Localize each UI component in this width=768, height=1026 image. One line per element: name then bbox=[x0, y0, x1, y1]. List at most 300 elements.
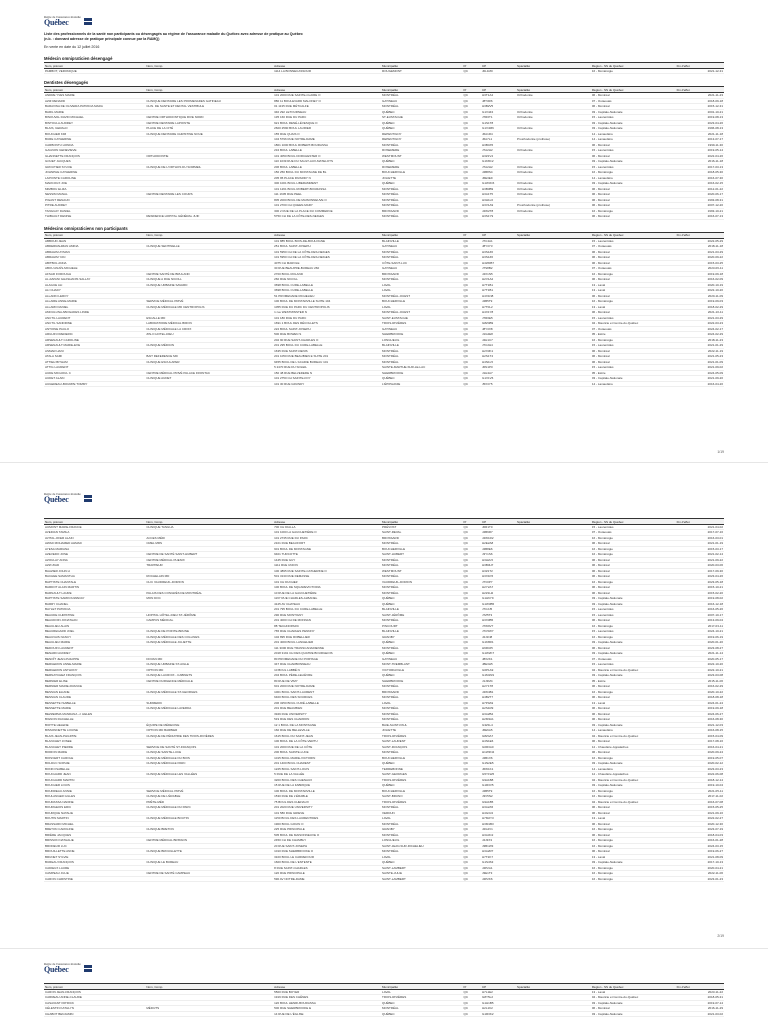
cell-province: QC bbox=[462, 343, 481, 349]
cell-region: 03 - Capitale-Nationale bbox=[591, 120, 676, 126]
cell-region: 14 - Lanaudière bbox=[591, 728, 676, 734]
cell-name: BRASSARD MICHEL bbox=[44, 821, 145, 827]
cell-name: CAMPEAU JULIE bbox=[44, 871, 145, 877]
column-header-address: Adresse bbox=[273, 519, 381, 525]
cell-company: CLINIQUE BRETON bbox=[145, 827, 273, 833]
cell-end-date: 2020-12-30 bbox=[676, 821, 724, 827]
cell-address: 1919 RUE DES CHÊNES bbox=[273, 995, 381, 1001]
cell-postal-code: J4B5T9 bbox=[481, 788, 516, 794]
cell-postal-code: J3Y1S6 bbox=[481, 552, 516, 558]
cell-region: 06 - Montréal bbox=[591, 354, 676, 360]
cell-postal-code: H2M3A1 bbox=[481, 717, 516, 723]
cell-company: CENTRE DENTAIRE LAPOINTE bbox=[145, 120, 273, 126]
cell-name: NESSIM MANAL bbox=[44, 192, 145, 198]
cell-name: AMOULUNA ABOGADES LINDE bbox=[44, 310, 145, 316]
cell-name: BENOÎT JEAN-PHILIPPE bbox=[44, 656, 145, 662]
cell-address: 3698 BOUL CURE-LABELLE bbox=[273, 288, 381, 294]
cell-province: QC bbox=[462, 678, 481, 684]
cell-name: AYESA MARIANA bbox=[44, 546, 145, 552]
cell-address: 101 5950 CH DE LA CÔTE-DES-NEIGES bbox=[273, 249, 381, 255]
table-row bbox=[44, 1011, 724, 1017]
cell-address: 205 95 PLACE RIVARDY N bbox=[273, 175, 381, 181]
cell-address: 1111 RUE UNION bbox=[273, 563, 381, 569]
cell-end-date: 2016-11-18 bbox=[676, 159, 724, 165]
cell-region: 03 - Capitale-Nationale bbox=[591, 181, 676, 187]
cell-region: 03 - Capitale-Nationale bbox=[591, 860, 676, 866]
provider-table bbox=[44, 232, 724, 387]
cell-region: 15 - Laurentides bbox=[591, 315, 676, 321]
cell-address: 100 BOUL DE MONTARVILLE bbox=[273, 788, 381, 794]
cell-end-date: 2021-02-14 bbox=[676, 552, 724, 558]
table-row bbox=[44, 667, 724, 673]
cell-name: GOUET JACQUES bbox=[44, 159, 145, 165]
cell-region: 13 - Laval bbox=[591, 816, 676, 822]
cell-name: BRODEUR LUC bbox=[44, 843, 145, 849]
cell-company: CLINIQUE TANGUA bbox=[145, 524, 273, 530]
cell-address: 234 BOUL LABELLE bbox=[273, 148, 381, 154]
cell-name: BAYLET PATRICIA bbox=[44, 607, 145, 613]
cell-specialty: Orthodontie bbox=[516, 109, 591, 115]
cell-municipality: MONTRÉAL-OUEST bbox=[381, 310, 462, 316]
column-header-municipality: Municipalité bbox=[381, 519, 462, 525]
column-header-province: Pr bbox=[462, 87, 481, 93]
cell-name: BARNAULT LAURE bbox=[44, 590, 145, 596]
cell-postal-code: J7R0T1 bbox=[481, 115, 516, 121]
table-row bbox=[44, 126, 724, 132]
cell-region: 16 - Montérégie bbox=[591, 546, 676, 552]
cell-address: 101 4050 BOUL DORCHESTER O bbox=[273, 153, 381, 159]
cell-name: BOLDUC SOPHIE bbox=[44, 761, 145, 767]
cell-region: 06 - Montréal bbox=[591, 260, 676, 266]
cell-company: CENTRE MÉDICAL PHENIX bbox=[145, 557, 273, 563]
cell-municipality: BLAINVILLE bbox=[381, 343, 462, 349]
cell-province: QC bbox=[462, 695, 481, 701]
cell-province: QC bbox=[462, 159, 481, 165]
cell-municipality: MONTRÉAL bbox=[381, 1006, 462, 1012]
cell-end-date: 2017-09-30 bbox=[676, 568, 724, 574]
cell-address: 201 2020 RUE UNIVERSITY bbox=[273, 805, 381, 811]
cell-region: 04 - Mauricie et Centre-du-Québec bbox=[591, 995, 676, 1001]
cell-company: ORTHODONTIE bbox=[145, 153, 273, 159]
cell-province: QC bbox=[462, 706, 481, 712]
cell-region: 05 - Estrie bbox=[591, 370, 676, 376]
cell-company: CLINIQUE ESCULAPER bbox=[145, 359, 273, 365]
cell-municipality: MONTRÉAL bbox=[381, 695, 462, 701]
cell-address: 1167 RUE CHARLES-ALBANEL bbox=[273, 596, 381, 602]
cell-postal-code: G8Z4B9 bbox=[481, 321, 516, 327]
cell-province: QC bbox=[462, 601, 481, 607]
cell-postal-code: J4J3X3 bbox=[481, 838, 516, 844]
cell-municipality: MONTRÉAL bbox=[381, 249, 462, 255]
cell-province: QC bbox=[462, 579, 481, 585]
fleurdelise-icon bbox=[84, 18, 93, 25]
cell-region: 12 - Chaudière-Appalaches bbox=[591, 772, 676, 778]
cell-company bbox=[145, 68, 273, 74]
cell-name: BIOTTE HELENE bbox=[44, 722, 145, 728]
cell-end-date: 2021-12-31 bbox=[676, 68, 724, 74]
cell-municipality: SAINT-JEAN-SUR-RICHELIEU bbox=[381, 843, 462, 849]
cell-region: 15 - Laurentides bbox=[591, 524, 676, 530]
cell-region: 03 - Capitale-Nationale bbox=[591, 1000, 676, 1006]
column-header-name: Nom, prénom bbox=[44, 519, 145, 525]
cell-company: PALAIS DES CONGRÈS DE MONTRÉAL bbox=[145, 590, 273, 596]
cell-company: ROCHELAIN MD bbox=[145, 574, 273, 580]
cell-address: 1010 RUE SHERBROOKE O bbox=[273, 849, 381, 855]
cell-name: ABRAHIM AYMAN bbox=[44, 249, 145, 255]
cell-postal-code: H3Z1V4 bbox=[481, 153, 516, 159]
cell-name: BEAUDE CHRISTINE bbox=[44, 612, 145, 618]
cell-name: AVITAL-OFER ALAIN bbox=[44, 535, 145, 541]
cell-municipality: BAIE-SAINT-PAUL bbox=[381, 722, 462, 728]
cell-end-date: 2015-03-25 bbox=[676, 260, 724, 266]
cell-postal-code: J4W4B1 bbox=[481, 689, 516, 695]
cell-address: 101 2700 CH QUEEN-MARY bbox=[273, 203, 381, 209]
cell-municipality: MONTRÉAL bbox=[381, 684, 462, 690]
cell-company: TRAPPEUR bbox=[145, 563, 273, 569]
cell-region: 16 - Montérégie bbox=[591, 579, 676, 585]
cell-municipality: QUÉBEC bbox=[381, 761, 462, 767]
cell-municipality: TROIS-RIVIÈRES bbox=[381, 995, 462, 1001]
cell-postal-code: H4W0B7 bbox=[481, 260, 516, 266]
cell-municipality: QUÉBEC bbox=[381, 860, 462, 866]
column-header-municipality: Municipalité bbox=[381, 984, 462, 990]
cell-postal-code: H3M1B3 bbox=[481, 821, 516, 827]
cell-company bbox=[145, 381, 273, 387]
cell-address: 300 2 RUE DE LA PLACE DU COMMERCE bbox=[273, 208, 381, 214]
column-header-address: Adresse bbox=[273, 63, 381, 69]
cell-company: CENTRE DE SANTÉ CAMPEAU bbox=[145, 871, 273, 877]
cell-address: 101 2000 RUE SAINTE-CLAIRE O bbox=[273, 93, 381, 99]
cell-municipality: WESTMOUNT bbox=[381, 568, 462, 574]
cell-region: 13 - Laval bbox=[591, 989, 676, 995]
cell-municipality: MONTRÉAL bbox=[381, 348, 462, 354]
cell-municipality: SAINTE-MARTHE-SUR-LE-LAC bbox=[381, 365, 462, 371]
cell-province: QC bbox=[462, 552, 481, 558]
page-1-sections bbox=[44, 56, 724, 387]
cell-address: 1900 BOUL GOUIN O bbox=[273, 821, 381, 827]
column-header-end-date: Fin d'effet bbox=[676, 519, 724, 525]
cell-specialty bbox=[516, 68, 591, 74]
cell-region: 03 - Capitale-Nationale bbox=[591, 109, 676, 115]
cell-address: 4075 CH MAROLE bbox=[273, 260, 381, 266]
cell-name: ARGUIN FREDERIC bbox=[44, 332, 145, 338]
cell-end-date: 2018-11-23 bbox=[676, 337, 724, 343]
cell-province: QC bbox=[462, 871, 481, 877]
cell-province: QC bbox=[462, 175, 481, 181]
cell-postal-code: H3A2R7 bbox=[481, 849, 516, 855]
cell-region: 06 - Montréal bbox=[591, 711, 676, 717]
cell-province: QC bbox=[462, 656, 481, 662]
cell-address: 01 1135 RUE MÉTCALFE bbox=[273, 104, 381, 110]
cell-end-date: 2016-07-13 bbox=[676, 214, 724, 220]
cell-specialty: Orthodontie bbox=[516, 186, 591, 192]
cell-province: QC bbox=[462, 849, 481, 855]
cell-address: 880 11 BOULEVARD MALONEY O bbox=[273, 98, 381, 104]
cell-municipality: TROIS-RIVIÈRES bbox=[381, 321, 462, 327]
cell-municipality: TROIS-RIVIÈRES bbox=[381, 733, 462, 739]
cell-region: 06 - Montréal bbox=[591, 310, 676, 316]
cell-end-date: 2017-03-13 bbox=[676, 164, 724, 170]
cell-province: QC bbox=[462, 557, 481, 563]
cell-address: 101 580 RUE GRIEVE bbox=[273, 810, 381, 816]
cell-province: QC bbox=[462, 788, 481, 794]
column-header-specialty: Spécialité bbox=[516, 63, 591, 69]
cell-municipality: MONTRÉAL bbox=[381, 805, 462, 811]
cell-municipality: MONTRÉAL bbox=[381, 849, 462, 855]
cell-company: PLACE DE LA CITÉ bbox=[145, 126, 273, 132]
cell-region: 06 - Montréal bbox=[591, 739, 676, 745]
table-row bbox=[44, 673, 724, 679]
cell-province: QC bbox=[462, 535, 481, 541]
cell-company: CLINIQUE MÉDICALE LES VALLÉES bbox=[145, 772, 273, 778]
column-header-address: Adresse bbox=[273, 87, 381, 93]
logo-caption: Régie de l'assurance maladie bbox=[44, 962, 81, 966]
cell-province: QC bbox=[462, 266, 481, 272]
cell-province: QC bbox=[462, 854, 481, 860]
cell-municipality: GATINEAU bbox=[381, 266, 462, 272]
cell-municipality: VICTORIAVILLE bbox=[381, 667, 462, 673]
cell-end-date: 2024-10-21 bbox=[676, 629, 724, 635]
cell-province: QC bbox=[462, 142, 481, 148]
cell-municipality: SAINT-REVAL bbox=[381, 530, 462, 536]
cell-province: QC bbox=[462, 761, 481, 767]
cell-name: JOHNPHE CATHERINE bbox=[44, 170, 145, 176]
column-header-company: Nom, Comp. bbox=[145, 232, 273, 238]
cell-municipality: QUÉBEC bbox=[381, 783, 462, 789]
cell-end-date: 2021-12-03 bbox=[676, 722, 724, 728]
logo-wordmark: Québec bbox=[44, 18, 69, 28]
cell-region: 16 - Montérégie bbox=[591, 552, 676, 558]
cell-name: BACHEE SAMANTHA bbox=[44, 574, 145, 580]
cell-region: 13 - Laval bbox=[591, 288, 676, 294]
cell-province: QC bbox=[462, 574, 481, 580]
cell-region: 06 - Montréal bbox=[591, 203, 676, 209]
cell-name: ABITBOL ANNA bbox=[44, 260, 145, 266]
cell-name: AZOULAY ANNA bbox=[44, 557, 145, 563]
cell-address: 15 RUE DE LA FABRIQUE bbox=[273, 783, 381, 789]
cell-name: BENARD AUDREY bbox=[44, 651, 145, 657]
cell-company: CENTRE SANTÉ DE BRULAND bbox=[145, 271, 273, 277]
cell-address: 5500 RUE BOYER bbox=[273, 989, 381, 995]
cell-name: BOUCHARD JEAN bbox=[44, 772, 145, 778]
cell-address: 519 RUE DES CHARRON bbox=[273, 717, 381, 723]
cell-postal-code: G9A1B8 bbox=[481, 777, 516, 783]
cell-region: 14 - Lanaudière bbox=[591, 131, 676, 137]
cell-postal-code: J8E3H5 bbox=[481, 662, 516, 668]
cell-postal-code: G1R3K2 bbox=[481, 1011, 516, 1017]
cell-end-date: 2021-01-09 bbox=[676, 359, 724, 365]
cell-region: 06 - Montréal bbox=[591, 717, 676, 723]
cell-end-date: 2021-03-29 bbox=[676, 315, 724, 321]
cell-end-date: 2023-03-08 bbox=[676, 673, 724, 679]
cell-postal-code: J3B1W3 bbox=[481, 843, 516, 849]
cell-end-date: 2016-03-01 bbox=[676, 535, 724, 541]
cell-province: QC bbox=[462, 192, 481, 198]
cell-address: 5 RUE DE LA VALLÉE bbox=[273, 772, 381, 778]
cell-postal-code: G1S4S3 bbox=[481, 860, 516, 866]
cell-company: CLIC VAUDREUIL-DORION bbox=[145, 579, 273, 585]
cell-company: CLINIQUE URBAINE SAVARD bbox=[145, 282, 273, 288]
cell-address: 1 rue WESTMINSTER N bbox=[273, 310, 381, 316]
cell-municipality: GRANBY bbox=[381, 634, 462, 640]
cell-end-date: 2022-02-27 bbox=[676, 816, 724, 822]
column-header-name: Nom, prénom bbox=[44, 63, 145, 69]
cell-municipality: QUÉBEC bbox=[381, 601, 462, 607]
cell-province: QC bbox=[462, 1000, 481, 1006]
cell-postal-code: J4B5T9 bbox=[481, 299, 516, 305]
cell-municipality: SHERBROOKE bbox=[381, 332, 462, 338]
cell-region: 06 - Montréal bbox=[591, 590, 676, 596]
provider-table bbox=[44, 86, 724, 219]
cell-end-date: 2021-11-23 bbox=[676, 93, 724, 99]
cell-end-date: 2024-06-27 bbox=[676, 711, 724, 717]
page-number: 1/19 bbox=[717, 450, 724, 454]
cell-company: CLINIQUE SENTINELLE bbox=[145, 244, 273, 250]
section-title: Médecins omnipraticiens non participants bbox=[44, 225, 128, 231]
column-header-province: Pr bbox=[462, 519, 481, 525]
cell-name: AZZI ZIAD bbox=[44, 563, 145, 569]
cell-postal-code: G8Y5L2 bbox=[481, 995, 516, 1001]
column-header-name: Nom, prénom bbox=[44, 984, 145, 990]
cell-municipality: LAVAL bbox=[381, 282, 462, 288]
cell-region: 16 - Montérégie bbox=[591, 271, 676, 277]
cell-name: PAMBOT, VERONIQUE bbox=[44, 68, 145, 74]
document-page-2 bbox=[0, 463, 768, 949]
cell-name: ALLAIRE ANNE-MARIE bbox=[44, 299, 145, 305]
cell-postal-code: J4B9R7 bbox=[481, 530, 516, 536]
cell-postal-code: H4G3J4 bbox=[481, 810, 516, 816]
cell-end-date: 2019-07-14 bbox=[676, 1000, 724, 1006]
cell-postal-code: H2E2A8 bbox=[481, 541, 516, 547]
cell-region: 13 - Laval bbox=[591, 304, 676, 310]
cell-region: 06 - Montréal bbox=[591, 568, 676, 574]
cell-postal-code: H4N1L5 bbox=[481, 359, 516, 365]
cell-name: LAPOINTE CAROLINE bbox=[44, 175, 145, 181]
cell-postal-code: H7M2Y3 bbox=[481, 816, 516, 822]
cell-end-date: 2007-12-20 bbox=[676, 203, 724, 209]
cell-municipality: SAINT-HUBERT bbox=[381, 552, 462, 558]
cell-postal-code: H2S1R9 bbox=[481, 706, 516, 712]
cell-name: BAPTISTE CHANTALE bbox=[44, 579, 145, 585]
cell-address: 100 BOUL DE MONTARVILLE SUITE 104 bbox=[273, 299, 381, 305]
cell-postal-code: J7V0P7 bbox=[481, 579, 516, 585]
cell-specialty bbox=[516, 1011, 591, 1017]
cell-name: BEAUDOIN JONATHAN bbox=[44, 618, 145, 624]
cell-municipality: BROSSARD bbox=[381, 689, 462, 695]
cell-name: BARDOT ALAIN MARTIN bbox=[44, 585, 145, 591]
table-row bbox=[44, 722, 724, 728]
cell-postal-code: H3H1L6 bbox=[481, 197, 516, 203]
cell-name: BROUILLETTE ANNE bbox=[44, 849, 145, 855]
cell-province: QC bbox=[462, 816, 481, 822]
cell-postal-code: G1S1T8 bbox=[481, 120, 516, 126]
cell-region: 06 - Montréal bbox=[591, 153, 676, 159]
cell-company: CLINIQUE MÉDICALE MD CENTROPOLIS bbox=[145, 304, 273, 310]
cell-postal-code: G9A1B5 bbox=[481, 799, 516, 805]
column-header-specialty: Spécialité bbox=[516, 87, 591, 93]
cell-specialty: Orthodontie bbox=[516, 181, 591, 187]
cell-postal-code: J2G2V1 bbox=[481, 827, 516, 833]
cell-name: AZEVEDO JOSE bbox=[44, 552, 145, 558]
cell-end-date: 2020-04-21 bbox=[676, 865, 724, 871]
cell-name: CHABOT BENJAMIN bbox=[44, 1011, 145, 1017]
cell-name: BESSETTE ISABELLE bbox=[44, 700, 145, 706]
cell-municipality: WESTMOUNT bbox=[381, 153, 462, 159]
cell-region: 06 - Montréal bbox=[591, 706, 676, 712]
cell-name: BISSONNETTE LOUISE bbox=[44, 728, 145, 734]
cell-postal-code: J7R0E5 bbox=[481, 315, 516, 321]
cell-postal-code: H4N1E6 bbox=[481, 739, 516, 745]
cell-end-date: 2020-06-17 bbox=[676, 192, 724, 198]
cell-end-date: 2024-02-17 bbox=[676, 326, 724, 332]
cell-end-date: 2019-05-07 bbox=[676, 755, 724, 761]
cell-municipality: MONTRÉAL bbox=[381, 354, 462, 360]
cell-postal-code: H2L1K2 bbox=[481, 1006, 516, 1012]
cell-province: QC bbox=[462, 596, 481, 602]
cell-address: 14 RUE DE L'ÉGLISE bbox=[273, 1011, 381, 1017]
cell-region: 13 - Laval bbox=[591, 854, 676, 860]
cell-address: 160 RUE DE BELLEVILLE bbox=[273, 728, 381, 734]
cell-municipality: CÔTE-SAINT-LUC bbox=[381, 260, 462, 266]
cell-end-date: 2023-04-26 bbox=[676, 574, 724, 580]
cell-specialty: Orthodontie bbox=[516, 126, 591, 132]
cell-end-date: 2023-01-23 bbox=[676, 876, 724, 882]
fleurdelise-icon bbox=[84, 965, 93, 972]
cell-company: CLINIQUE DE PÉDIATRIE DES TROIS-RIVIÈRES bbox=[145, 733, 273, 739]
cell-specialty: Prosthodontie (prothèse) bbox=[516, 137, 591, 143]
cell-municipality: GATINEAU bbox=[381, 244, 462, 250]
document-page-1 bbox=[0, 0, 768, 463]
cell-company: ESCALLE MD bbox=[145, 315, 273, 321]
cell-end-date: 2023-04-26 bbox=[676, 120, 724, 126]
cell-company: CLINIQUE MÉDICIN bbox=[145, 343, 273, 349]
intro-note: (n.b. : donnant adresse de pratique principale connue par la RAMQ) bbox=[44, 37, 160, 42]
cell-company: CENTRE DE SANTÉ SAINT-HUBERT bbox=[145, 552, 273, 558]
cell-municipality: BROSSARD bbox=[381, 208, 462, 214]
cell-province: QC bbox=[462, 689, 481, 695]
column-header-region: Région - SS du Québec bbox=[591, 63, 676, 69]
cell-name: BAPTISTE SARIKOUWADAY bbox=[44, 596, 145, 602]
cell-postal-code: H3Z1T2 bbox=[481, 568, 516, 574]
table-row bbox=[44, 744, 724, 750]
cell-municipality: QUÉBEC bbox=[381, 596, 462, 602]
cell-municipality: SAINT-FRANÇOIS bbox=[381, 744, 462, 750]
cell-name: ALLARD DANIEL bbox=[44, 304, 145, 310]
cell-name: BOUTIN MARTIN bbox=[44, 816, 145, 822]
cell-municipality: MONTRÉAL bbox=[381, 585, 462, 591]
cell-end-date: 2024-01-24 bbox=[676, 700, 724, 706]
cell-address: 9455 BOUL DE L'ACADIE BUREAU 101 bbox=[273, 359, 381, 365]
cell-postal-code: H2Y2A7 bbox=[481, 585, 516, 591]
cell-region: 06 - Montréal bbox=[591, 192, 676, 198]
cell-region: 04 - Mauricie et Centre-du-Québec bbox=[591, 321, 676, 327]
cell-end-date: 2019-08-13 bbox=[676, 115, 724, 121]
cell-province: QC bbox=[462, 197, 481, 203]
page-2-table bbox=[44, 518, 724, 882]
cell-municipality: BOUCHERVILLE bbox=[381, 788, 462, 794]
cell-company: CENTRE ORTHODONTIQUE RIVE NORD bbox=[145, 115, 273, 121]
cell-company: CLINIQUE MÉDICALE DES COLLINES bbox=[145, 634, 273, 640]
cell-end-date: 2017-03-11 bbox=[676, 623, 724, 629]
cell-address: 1801 1000 BOUL ROBERT-BOURASSA bbox=[273, 142, 381, 148]
cell-province: QC bbox=[462, 326, 481, 332]
cell-end-date: 2021-09-22 bbox=[676, 557, 724, 563]
cell-province: QC bbox=[462, 640, 481, 646]
cell-municipality: MONTRÉAL bbox=[381, 192, 462, 198]
cell-region: 15 - Laurentides bbox=[591, 148, 676, 154]
cell-municipality: LAVAL bbox=[381, 989, 462, 995]
column-header-address: Adresse bbox=[273, 232, 381, 238]
